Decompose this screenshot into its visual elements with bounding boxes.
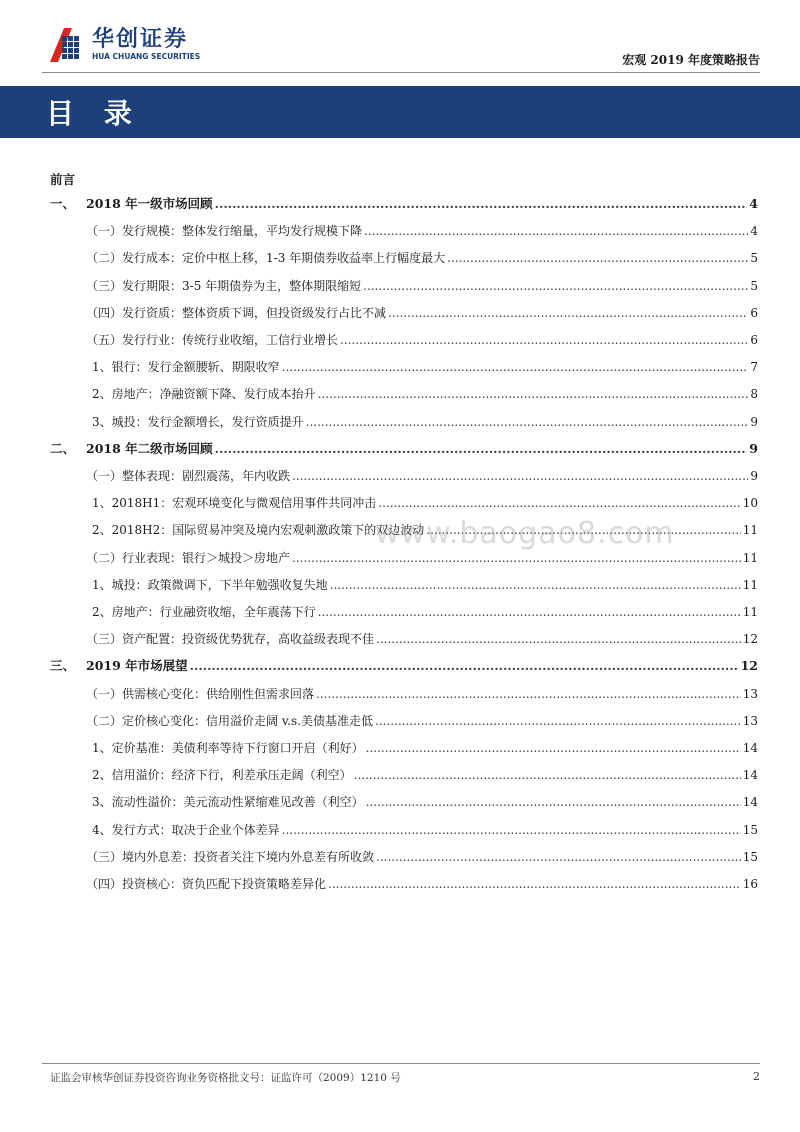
toc-leader-dots — [363, 278, 748, 294]
toc-leader-dots — [215, 441, 748, 457]
toc-entry-text: 4、发行方式：取决于企业个体差异 — [92, 822, 280, 837]
toc-leader-dots — [447, 250, 748, 266]
toc-entry-page: 14 — [742, 741, 758, 755]
toc-entry-text: 1、定价基准：美债利率等待下行窗口开启（利好） — [92, 741, 364, 755]
toc-entry-text: （四）投资核心：资负匹配下投资策略差异化 — [86, 877, 327, 891]
toc-entry-text: （一）发行规模：整体发行缩量，平均发行规模下降 — [86, 224, 363, 239]
toc-entry-text: 2019 年市场展望 — [86, 658, 188, 674]
toc-entry-text: （三）发行期限：3-5 年期债券为主，整体期限缩短 — [86, 278, 362, 293]
toc-entry[interactable] — [50, 250, 758, 266]
toc-entry-text: 2、房地产：行业融资收缩，全年震荡下行 — [92, 605, 316, 619]
toc-entry-label — [92, 767, 352, 783]
toc-leader-dots — [376, 631, 741, 647]
toc-entry-page: 8 — [750, 387, 758, 402]
toc-entry-text: （四）发行资质：整体资质下调，但投资级发行占比不减 — [86, 305, 387, 320]
toc-entry-page: 11 — [742, 577, 758, 592]
toc-entry-text: 2、2018H2：国际贸易冲突及境内宏观刺激政策下的双边波动 — [92, 523, 425, 538]
toc-entry-text: 1、银行：发行金额腰斩、期限收窄 — [92, 360, 280, 375]
toc-leader-dots — [292, 550, 741, 566]
toc-entry-text: （三）境内外息差：投资者关注下境内外息差有所收敛 — [86, 849, 375, 864]
toc-leader-dots — [215, 196, 748, 212]
toc-entry[interactable] — [50, 849, 758, 865]
page-header — [0, 0, 800, 80]
toc-entry-page: 4 — [749, 196, 758, 211]
toc-entry-page: 6 — [750, 305, 758, 320]
toc-entry-text: （五）发行行业：传统行业收缩，工信行业增长 — [86, 333, 339, 347]
toc-entry[interactable] — [50, 822, 758, 838]
watermark: www.baogao8.com — [375, 516, 675, 551]
toc-entry[interactable] — [50, 495, 758, 511]
toc-entry-label — [92, 794, 364, 810]
toc-entry-label — [86, 631, 374, 647]
toc-entry-label — [92, 359, 280, 375]
toc-leader-dots — [366, 794, 741, 810]
toc-entry-text: 2018 年二级市场回顾 — [86, 440, 213, 456]
toc-entry[interactable] — [50, 577, 758, 593]
toc-entry-text: 1、城投：政策微调下，下半年勉强收复失地 — [92, 577, 328, 592]
toc-entry-page: 5 — [750, 251, 758, 266]
page-title: 目 录 — [46, 97, 142, 130]
toc-entry-label — [50, 196, 213, 212]
toc-entry[interactable] — [50, 740, 758, 756]
toc-entry-page: 9 — [749, 440, 758, 456]
toc-leader-dots — [282, 822, 741, 838]
toc-entry[interactable] — [50, 196, 758, 212]
toc-entry-page: 14 — [742, 768, 758, 783]
toc-entry[interactable] — [50, 468, 758, 484]
toc-leader-dots — [340, 332, 748, 348]
toc-entry-page: 15 — [742, 822, 758, 837]
toc-entry-page: 11 — [742, 550, 758, 565]
toc-leader-dots — [364, 223, 748, 239]
toc-entry-label — [92, 577, 328, 593]
toc-entry-page: 12 — [742, 632, 758, 647]
toc-entry-label — [86, 849, 374, 865]
toc-entry-label — [92, 822, 280, 838]
toc-entry-text: 2、房地产：净融资额下降、发行成本抬升 — [92, 387, 316, 402]
toc-leader-dots — [316, 686, 741, 702]
toc-entry[interactable] — [50, 794, 758, 810]
toc-entry-page: 10 — [742, 496, 758, 511]
company-logo — [50, 28, 200, 62]
footer-license: 证监会审核华创证券投资咨询业务资格批文号：证监许可（2009）1210 号 — [50, 1072, 401, 1084]
toc-entry-label — [92, 740, 364, 756]
toc-entry-text: （一）整体表现：剧烈震荡，年内收跌 — [86, 469, 291, 483]
toc-entry[interactable] — [50, 604, 758, 620]
toc-entry-page: 13 — [742, 713, 758, 728]
toc-entry-page: 7 — [750, 360, 758, 375]
toc-entry[interactable] — [50, 359, 758, 375]
toc-entry-page: 9 — [750, 414, 758, 429]
toc-entry-page: 15 — [742, 849, 758, 864]
toc-entry-text: （一）供需核心变化：供给刚性但需求回落 — [86, 686, 315, 701]
toc-entry-label — [92, 414, 304, 430]
toc-entry-number: 二、 — [50, 440, 76, 456]
toc-entry-page: 11 — [742, 605, 758, 619]
toc-entry[interactable] — [50, 332, 758, 348]
toc-entry-page: 11 — [742, 523, 758, 538]
header-divider — [42, 72, 760, 73]
toc-entry-label — [92, 386, 316, 402]
toc-entry-label — [86, 550, 290, 566]
logo-chinese-name: 华创证券 — [92, 26, 189, 52]
toc-leader-dots — [306, 414, 749, 430]
toc-entry-text: 3、流动性溢价：美元流动性紧缩难见改善（利空） — [92, 795, 364, 810]
page-number: 2 — [753, 1070, 760, 1083]
toc-leader-dots — [318, 604, 741, 620]
toc-entry[interactable] — [50, 278, 758, 294]
toc-entry-page: 5 — [750, 278, 758, 293]
toc-leader-dots — [292, 468, 748, 484]
toc-leader-dots — [388, 305, 748, 321]
toc-entry-label — [92, 495, 376, 511]
toc-entry-label — [86, 876, 326, 892]
toc-entry[interactable] — [50, 631, 758, 647]
toc-leader-dots — [376, 849, 741, 865]
toc-leader-dots — [330, 577, 741, 593]
toc-entry[interactable] — [50, 876, 758, 892]
toc-entry[interactable] — [50, 550, 758, 566]
toc-leader-dots — [354, 767, 741, 783]
toc-entry-text: 2018 年一级市场回顾 — [86, 196, 213, 211]
toc-entry[interactable] — [50, 223, 758, 239]
toc-entry-page: 12 — [740, 658, 758, 674]
toc-leader-dots — [282, 359, 749, 375]
toc-leader-dots — [375, 713, 741, 729]
toc-leader-dots — [318, 386, 749, 402]
toc-entry-label — [50, 658, 188, 674]
toc-entry-text: （三）资产配置：投资级优势犹存，高收益级表现不佳 — [86, 632, 375, 647]
toc-entry-text: 3、城投：发行金额增长，发行资质提升 — [92, 414, 304, 429]
toc-entry-page: 14 — [742, 795, 758, 810]
toc-leader-dots — [328, 876, 741, 892]
toc-entry-page: 13 — [742, 686, 758, 701]
toc-entry-label — [86, 468, 290, 484]
toc-entry-page: 9 — [750, 469, 758, 483]
toc-entry-label — [86, 686, 314, 702]
toc-entry-label — [86, 305, 386, 321]
toc-entry[interactable] — [50, 713, 758, 729]
toc-entry-text: （二）行业表现：银行＞城投＞房地产 — [86, 550, 291, 565]
toc-entry-label — [92, 604, 316, 620]
toc-entry-text: （二）发行成本：定价中枢上移，1-3 年期债券收益率上行幅度最大 — [86, 251, 446, 266]
toc-entry-label — [86, 713, 373, 729]
toc-entry-number: 一、 — [50, 196, 76, 211]
footer-divider — [42, 1063, 760, 1064]
toc-entry-label — [86, 332, 338, 348]
title-band — [0, 86, 800, 138]
toc-leader-dots — [190, 658, 739, 674]
toc-preface[interactable]: 前言 — [50, 172, 76, 187]
toc-entry[interactable] — [50, 686, 758, 702]
toc-entry-label — [86, 250, 445, 266]
toc-leader-dots — [366, 740, 741, 756]
logo-english-name: HUA CHUANG SECURITIES — [92, 51, 201, 61]
logo-mark-icon — [50, 28, 84, 62]
toc-entry[interactable] — [50, 441, 758, 457]
toc-entry-text: 1、2018H1：宏观环境变化与微观信用事件共同冲击 — [92, 496, 377, 511]
toc-leader-dots — [378, 495, 740, 511]
toc-entry-label — [50, 441, 213, 457]
toc-entry[interactable] — [50, 414, 758, 430]
toc-entry[interactable] — [50, 305, 758, 321]
toc-entry[interactable] — [50, 767, 758, 783]
report-title: 宏观 2019 年度策略报告 — [622, 53, 760, 67]
toc-entry-page: 16 — [742, 877, 758, 891]
toc-entry-text: 2、信用溢价：经济下行，利差承压走阔（利空） — [92, 768, 352, 783]
toc-entry[interactable] — [50, 386, 758, 402]
toc-entry[interactable] — [50, 658, 758, 674]
toc-entry-label — [86, 223, 362, 239]
toc-entry-number: 三、 — [50, 658, 76, 674]
toc-entry-page: 4 — [750, 224, 758, 239]
toc-entry-label — [86, 278, 361, 294]
toc-entry-page: 6 — [750, 333, 758, 347]
toc-entry-text: （二）定价核心变化：信用溢价走阔 v.s.美债基准走低 — [86, 713, 373, 728]
